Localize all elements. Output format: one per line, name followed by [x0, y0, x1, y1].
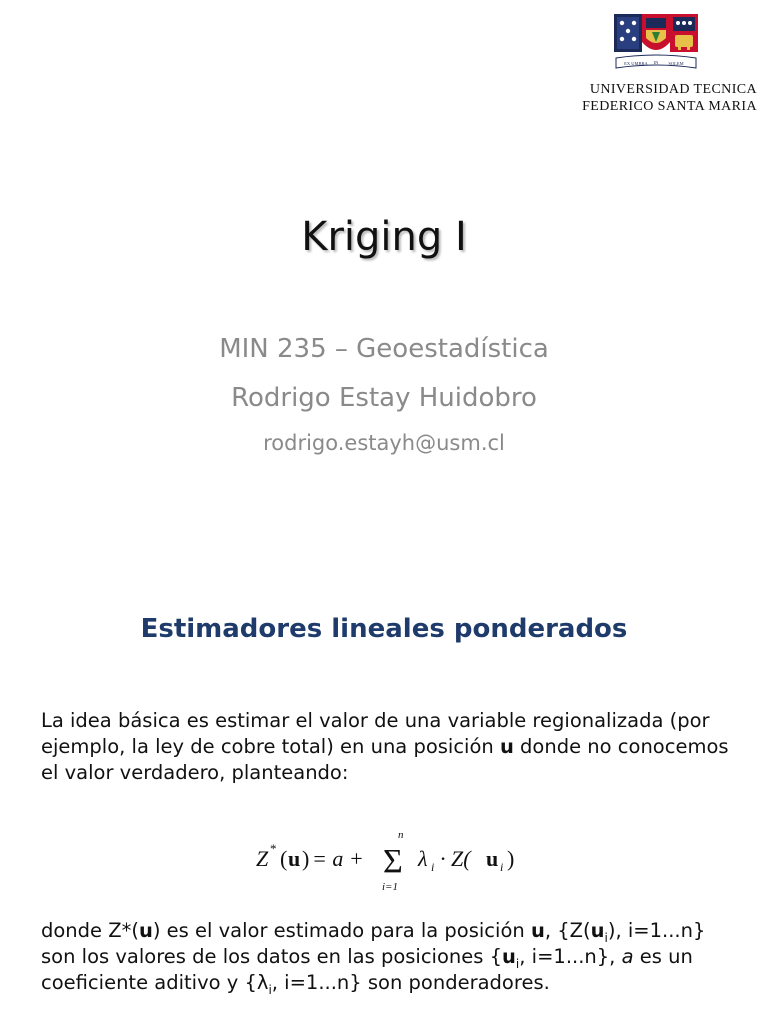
- svg-text:i=1: i=1: [382, 881, 398, 893]
- svg-text:Σ: Σ: [383, 843, 403, 880]
- svg-text:u: u: [288, 846, 301, 871]
- svg-text:= a +: = a +: [312, 846, 364, 871]
- svg-text:n: n: [398, 829, 404, 841]
- svg-text:· Z(: · Z(: [440, 846, 471, 871]
- svg-text:i: i: [431, 860, 435, 874]
- slide-title: Kriging I: [301, 214, 467, 260]
- svg-text:u: u: [486, 846, 499, 871]
- motto-mid-text: IN: [653, 60, 659, 65]
- kriging-formula: [250, 826, 530, 896]
- explanation-paragraph: donde Z*(u) es el valor estimado para la posición u, {$Z(u_i)$, i=1...n} son los valores de los datos en las posiciones {$u_i$, i=1...n}, a es un coeficiente aditivo y {$\lambda_i$, i=1...n} son ponderadores.: [41, 919, 706, 997]
- author-name: Rodrigo Estay Huidobro: [231, 383, 537, 413]
- svg-text:): ): [507, 846, 515, 871]
- svg-text:(: (: [280, 846, 288, 871]
- motto-right-text: SOLEM: [668, 61, 684, 66]
- svg-text:*: *: [270, 841, 277, 856]
- course-subtitle: MIN 235 – Geoestadística: [219, 334, 549, 364]
- svg-text:): ): [302, 846, 310, 871]
- university-name-line1: UNIVERSIDAD TECNICA: [589, 82, 757, 97]
- svg-text:Z: Z: [256, 846, 269, 871]
- intro-paragraph: La idea básica es estimar el valor de una variable regionalizada (por ejemplo, la ley de cobre total) en una posición u donde no conocemos el valor verdadero, planteando:: [41, 709, 729, 784]
- svg-text:λ: λ: [418, 846, 428, 871]
- section-heading: Estimadores lineales ponderados: [140, 614, 628, 644]
- university-name-line2: FEDERICO SANTA MARIA: [582, 99, 757, 114]
- motto-left-text: EX UMBRA: [624, 61, 648, 66]
- university-crest-logo: [612, 12, 700, 78]
- author-email[interactable]: rodrigo.estayh@usm.cl: [263, 431, 505, 455]
- svg-text:i: i: [500, 860, 504, 874]
